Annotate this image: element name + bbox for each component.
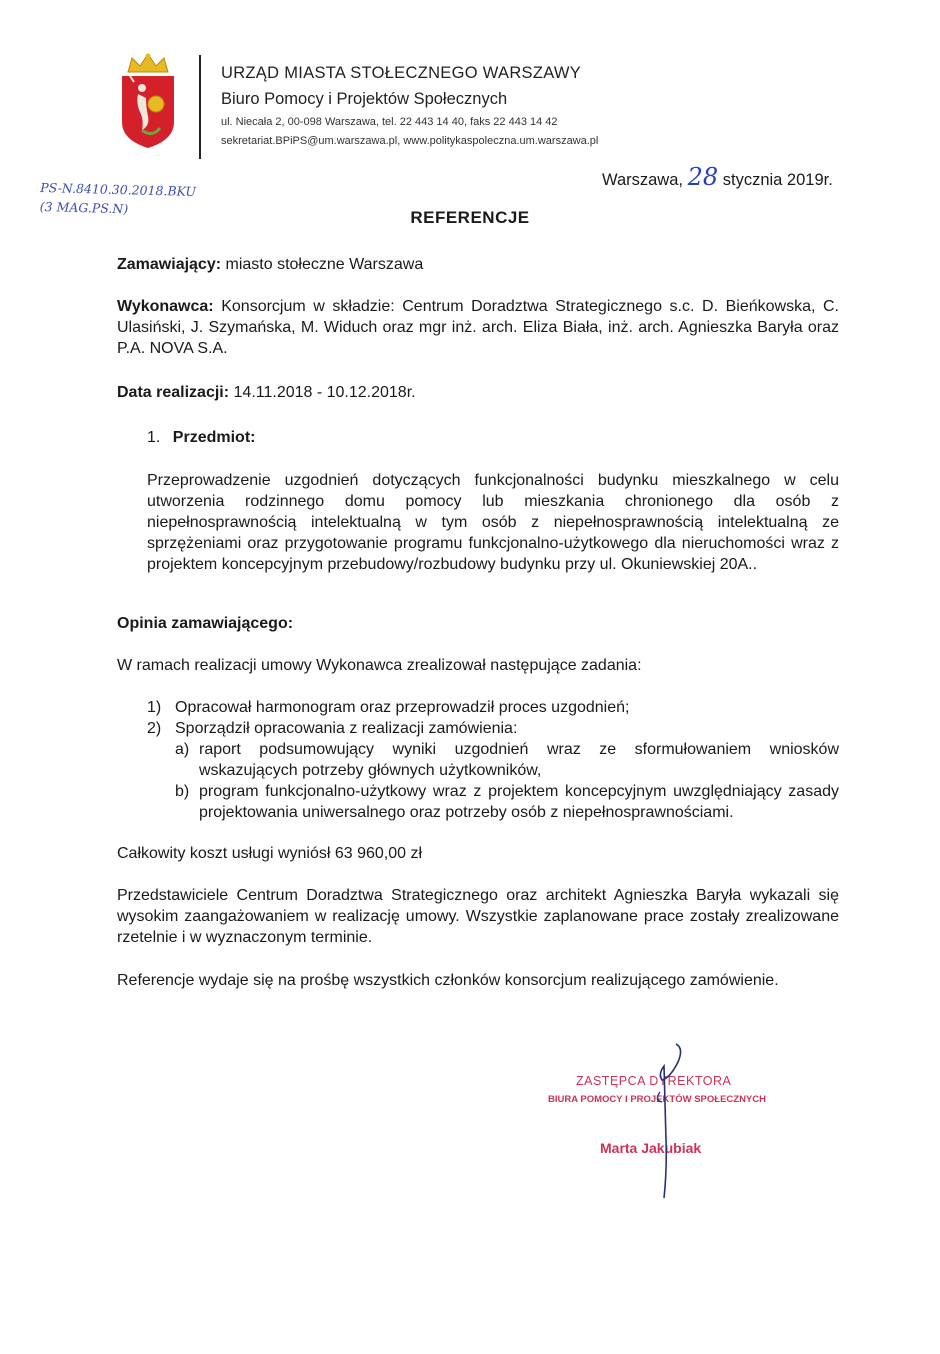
subject-heading bbox=[147, 427, 255, 448]
subject-label: Przedmiot: bbox=[172, 429, 256, 446]
client-label: Zamawiający: bbox=[117, 256, 222, 273]
subtask-text: program funkcjonalno-użytkowy wraz z projektem koncepcyjnym uwzględniający zasady projektowania uniwersalnego oraz potrzeby osób z niepełnosprawnościami. bbox=[199, 783, 839, 821]
subtask-number: b) bbox=[175, 783, 190, 800]
warsaw-coat-of-arms-icon bbox=[116, 52, 180, 150]
closing-sentence: Referencje wydaje się na prośbę wszystkich członków konsorcjum realizującego zamówienie. bbox=[117, 972, 779, 989]
org-address: ul. Niecała 2, 00-098 Warszawa, tel. 22 443 14 40, faks 22 443 14 42 bbox=[221, 116, 558, 128]
date-suffix: stycznia 2019r. bbox=[722, 171, 833, 189]
contractor-paragraph bbox=[117, 296, 839, 359]
subject-text: Przeprowadzenie uzgodnień dotyczących funkcjonalności budynku mieszkalnego w celu utworzenia rodzinnego domu pomocy lub mieszkania chronionego dla osób z niepełnosprawnością intelektualną w tym osób z niepełnosprawnością intelektualną ze sprzężeniami oraz przygotowanie programu funkcjonalno-użytkowego dla nieruchomości wraz z projektem koncepcyjnym przebudowy/rozbudowy budynku przy ul. Okuniewskiej 20A.. bbox=[147, 472, 839, 573]
stamp-name: Marta Jakubiak bbox=[600, 1140, 702, 1156]
task-text: Sporządził opracowania z realizacji zamówienia: bbox=[175, 720, 518, 737]
dates-value: 14.11.2018 - 10.12.2018r. bbox=[233, 384, 416, 401]
contractor-value: Konsorcjum w składzie: Centrum Doradztwa Strategicznego s.c. D. Bieńkowska, C. Ulasiński, J. Szymańska, M. Widuch oraz mgr inż. arch. Eliza Biała, inż. arch. Agnieszka Baryła oraz P.A. NOVA S.A. bbox=[117, 298, 840, 357]
subject-number: 1. bbox=[147, 429, 161, 446]
org-department: Biuro Pomocy i Projektów Społecznych bbox=[221, 90, 508, 108]
registry-line1: PS-N.8410.30.2018.BKU bbox=[40, 179, 197, 200]
handwritten-signature bbox=[640, 1040, 700, 1200]
task-number: 1) bbox=[147, 699, 162, 716]
client-value: miasto stołeczne Warszawa bbox=[225, 256, 424, 273]
letter-date bbox=[602, 163, 833, 191]
praise-paragraph: Przedstawiciele Centrum Doradztwa Strategicznego oraz architekt Agnieszka Baryła wykazali się wysokim zaangażowaniem w realizację umowy. Wszystkie zaplanowane prace zostały zrealizowane rzetelnie i w wyznaczonym terminie. bbox=[117, 887, 839, 946]
org-contact: sekretariat.BPiPS@um.warszawa.pl, www.politykaspoleczna.um.warszawa.pl bbox=[221, 135, 599, 147]
document-title: REFERENCJE bbox=[410, 208, 530, 227]
stamp-office: BIURA POMOCY I PROJEKTÓW SPOŁECZNYCH bbox=[548, 1094, 766, 1105]
subtask-number: a) bbox=[175, 741, 190, 758]
dates-line bbox=[117, 382, 416, 403]
subtask-text: raport podsumowujący wyniki uzgodnień wraz ze sformułowaniem wniosków wskazujących potrzeby głównych użytkowników, bbox=[199, 741, 839, 779]
registry-line2: (3 MAG.PS.N) bbox=[39, 198, 129, 217]
subtask-item bbox=[175, 781, 839, 823]
contractor-label: Wykonawca: bbox=[117, 298, 214, 315]
signature-stamp bbox=[540, 1040, 780, 1200]
task-item bbox=[147, 718, 517, 739]
date-prefix: Warszawa, bbox=[602, 171, 683, 189]
dates-label: Data realizacji: bbox=[117, 384, 230, 401]
opinion-intro: W ramach realizacji umowy Wykonawca zrealizował następujące zadania: bbox=[117, 657, 642, 674]
stamp-title: ZASTĘPCA DYREKTORA bbox=[576, 1074, 732, 1088]
task-item bbox=[147, 697, 629, 718]
task-number: 2) bbox=[147, 720, 162, 737]
task-text: Opracował harmonogram oraz przeprowadził proces uzgodnień; bbox=[175, 699, 630, 716]
opinion-heading: Opinia zamawiającego: bbox=[117, 615, 294, 632]
total-cost: Całkowity koszt usługi wyniósł 63 960,00 zł bbox=[117, 845, 423, 862]
letterhead-divider bbox=[199, 55, 201, 159]
org-name: URZĄD MIASTA STOŁECZNEGO WARSZAWY bbox=[221, 64, 582, 82]
date-day-handwritten: 28 bbox=[687, 163, 719, 191]
client-line bbox=[117, 254, 423, 275]
subtask-item bbox=[175, 739, 839, 781]
